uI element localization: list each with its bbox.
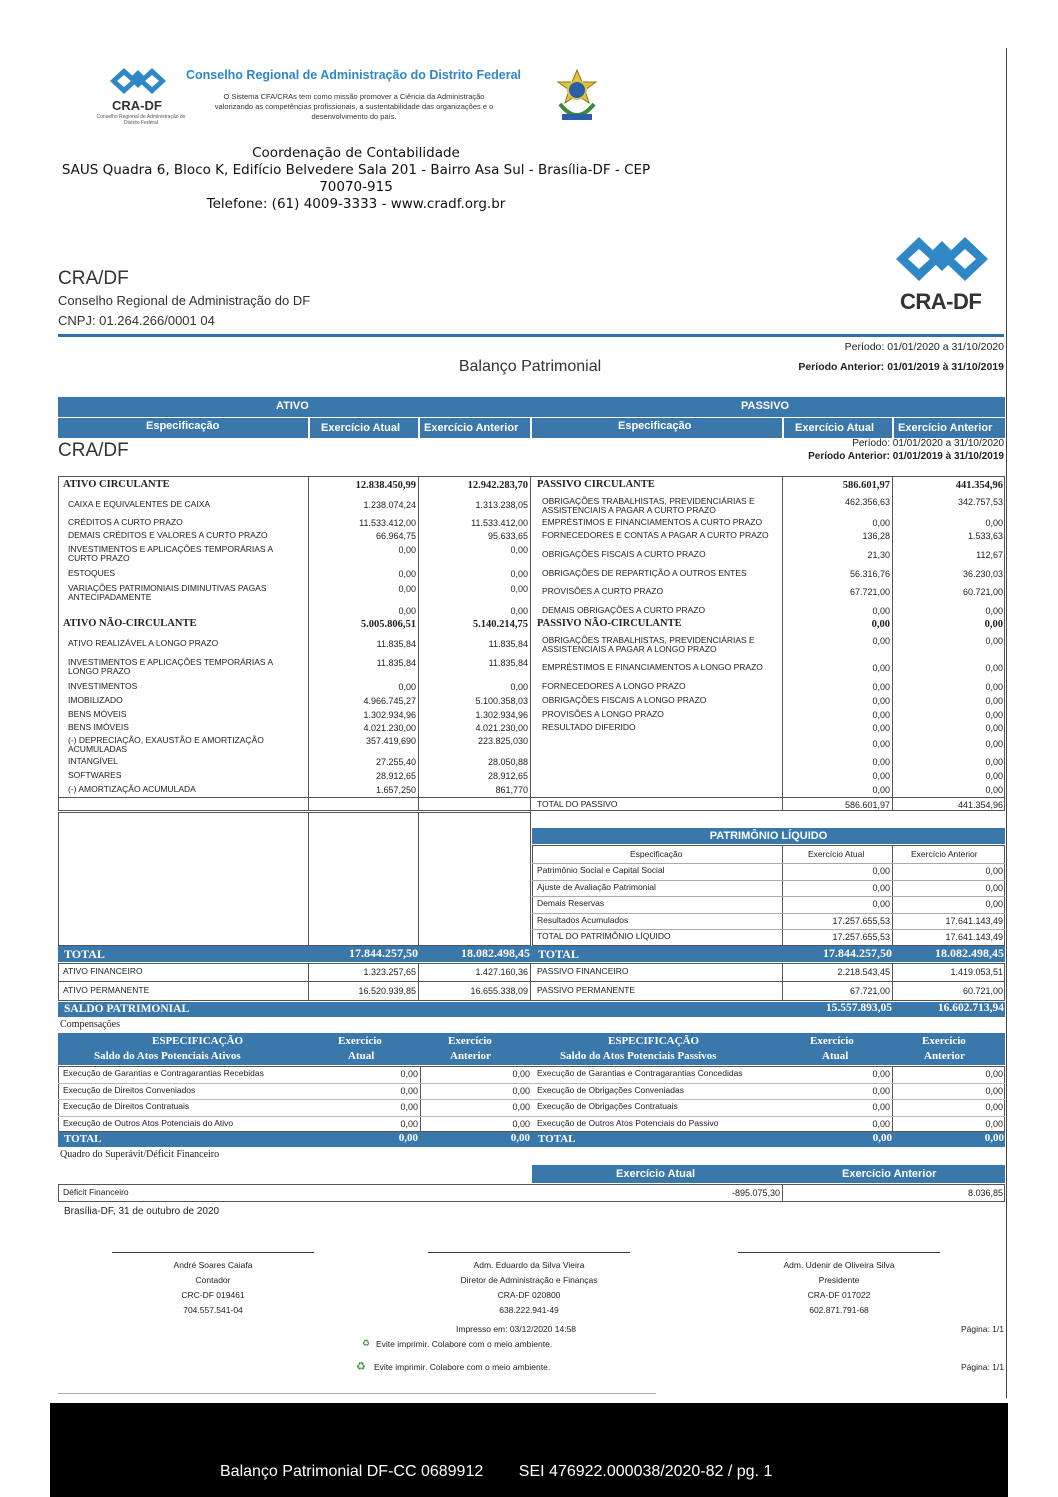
ativo-row-label: CRÉDITOS A CURTO PRAZO xyxy=(68,517,183,527)
passivo-row-anterior: 0,00 xyxy=(985,757,1003,767)
comp-total-pant: 0,00 xyxy=(984,1132,1004,1144)
fin-passivo-atual: 2.218.543,45 xyxy=(837,967,890,977)
signature-reg: CRA-DF 017022 xyxy=(807,1290,871,1300)
eco-note: Evite imprimir. Colabore com o meio ambiente. xyxy=(376,1339,553,1349)
ativo-row-atual: 4.021.230,00 xyxy=(363,723,416,733)
passivo-row-atual: 0,00 xyxy=(872,696,890,706)
ativo-row-anterior: 0,00 xyxy=(510,606,528,616)
eco-note-repeat: Evite imprimir. Colabore com o meio ambiente. xyxy=(374,1362,551,1372)
saldo-bar xyxy=(58,1002,1005,1017)
comp-passivo-atual: 0,00 xyxy=(872,1085,890,1096)
comp-ativos-label: Saldo do Atos Potenciais Ativos xyxy=(94,1050,241,1062)
comp-atual-p: Atual xyxy=(822,1050,849,1062)
pl-row-atual: 0,00 xyxy=(872,866,890,876)
col-header-anterior-a xyxy=(420,418,530,438)
ativo-row-label: ESTOQUES xyxy=(68,568,116,578)
passivo-row-anterior: 0,00 xyxy=(985,723,1003,733)
passivo-row-label: FORNECEDORES A LONGO PRAZO xyxy=(542,681,686,691)
ativo-row-atual: 0,00 xyxy=(398,545,416,555)
entity-short-repeat: CRA/DF xyxy=(58,440,129,461)
passivo-row-anterior: 36.230,03 xyxy=(962,569,1003,579)
fin-ativo-anterior: 16.655.338,09 xyxy=(470,986,528,996)
comp-passivo-atual: 0,00 xyxy=(872,1118,890,1129)
pl-anterior-header: Exercício Anterior xyxy=(911,849,978,859)
ativo-row-atual: 11.533.412,00 xyxy=(359,518,416,528)
grid-divider xyxy=(418,476,419,811)
passivo-row-anterior: 441.354,96 xyxy=(955,480,1003,491)
comp-ativo-anterior: 0,00 xyxy=(512,1102,530,1112)
pl-row-atual: 17.257.655,53 xyxy=(832,932,890,942)
prev-period: Período Anterior: 01/01/2019 à 31/10/2019 xyxy=(798,361,1004,373)
passivo-row-atual: 56.316,76 xyxy=(849,569,890,579)
comp-total-aant: 0,00 xyxy=(510,1132,530,1144)
signature-role: Contador xyxy=(195,1275,231,1285)
grid-divider xyxy=(58,981,1005,982)
grid-divider xyxy=(782,963,783,1001)
ativo-row-label: INVESTIMENTOS E APLICAÇÕES TEMPORÁRIAS A CURTO PRAZO xyxy=(68,544,273,563)
ativo-row-anterior: 12.942.283,70 xyxy=(467,480,528,491)
header-logo-text: CRA-DF xyxy=(112,98,162,113)
comp-passivo-atual: 0,00 xyxy=(872,1102,890,1112)
passivo-row-atual: 0,00 xyxy=(872,757,890,767)
ativo-row-atual: 11.835,84 xyxy=(376,639,416,649)
passivo-row-anterior: 0,00 xyxy=(984,619,1003,630)
signature-doc: 638.222.941-49 xyxy=(499,1305,559,1315)
passivo-row-label: OBRIGAÇÕES TRABALHISTAS, PREVIDENCIÁRIAS E ASSISTENCIAIS A PAGAR A LONGO PRAZO xyxy=(542,635,755,654)
comp-title: Compensações xyxy=(60,1019,120,1030)
passivo-row-label: OBRIGAÇÕES DE REPARTIÇÃO A OUTROS ENTES xyxy=(542,568,747,578)
fin-ativo-label: ATIVO PERMANENTE xyxy=(63,985,150,995)
ativo-row-atual: 0,00 xyxy=(398,606,416,616)
passivo-row-label: FORNECEDORES E CONTAS A PAGAR A CURTO PRAZO xyxy=(542,530,769,540)
comp-ativo-label: Execução de Direitos Contratuais xyxy=(63,1101,190,1111)
comp-passivo-label: Execução de Outros Atos Potenciais do Passivo xyxy=(537,1117,719,1128)
superavit-atual-header: Exercício Atual xyxy=(616,1168,696,1180)
pl-row-label: Resultados Acumulados xyxy=(537,914,629,925)
passivo-row-anterior: 1.533,63 xyxy=(967,531,1003,541)
passivo-row-label: OBRIGAÇÕES TRABALHISTAS, PREVIDENCIÁRIAS E ASSISTENCIAIS A PAGAR A CURTO PRAZO xyxy=(542,496,755,515)
superavit-anterior-header: Exercício Anterior xyxy=(842,1168,937,1180)
address-line-4: Telefone: (61) 4009-3333 - www.cradf.org.br xyxy=(206,196,506,212)
comp-spec-a: ESPECIFICAÇÃO xyxy=(152,1035,244,1047)
ativo-row-label: ATIVO REALIZÁVEL A LONGO PRAZO xyxy=(68,638,219,648)
total-ativo-atual: 17.844.257,50 xyxy=(349,946,418,960)
ativo-row-anterior: 28.050,88 xyxy=(487,757,528,767)
fin-passivo-anterior: 1.419.053,51 xyxy=(950,967,1003,977)
signature-block xyxy=(112,1258,314,1318)
col-header-atual-p xyxy=(784,418,892,438)
passivo-row-anterior: 0,00 xyxy=(985,739,1003,749)
pl-row-atual: 0,00 xyxy=(872,899,890,909)
ativo-row-label: ATIVO NÃO-CIRCULANTE xyxy=(63,618,197,629)
passivo-row-anterior: 0,00 xyxy=(985,710,1003,720)
ativo-row-atual: 0,00 xyxy=(398,682,416,692)
comp-ativo-anterior: 0,00 xyxy=(512,1085,530,1096)
header-mission: O Sistema CFA/CRAs tem como missão promover a Ciência da Administração valorizando as competências profissionais, a sustentabilidade das organizações e o desenvolvimento do país. xyxy=(214,92,494,121)
ativo-row-label: INTANGÍVEL xyxy=(68,756,118,766)
entity-cnpj: CNPJ: 01.264.266/0001 04 xyxy=(58,313,215,328)
ativo-row-anterior: 223.825,030 xyxy=(477,736,528,746)
passivo-row-label: OBRIGAÇÕES FISCAIS A CURTO PRAZO xyxy=(542,549,706,559)
saldo-label: SALDO PATRIMONIAL xyxy=(64,1003,190,1015)
col-atual-a-label: Exercício Atual xyxy=(321,422,401,434)
signature-name: Adm. Udenir de Oliveira Silva xyxy=(783,1260,895,1270)
signature-name: André Soares Caiafa xyxy=(173,1260,253,1270)
signature-line xyxy=(738,1252,940,1253)
pl-row-anterior: 0,00 xyxy=(985,899,1003,909)
passivo-row-atual: 0,00 xyxy=(872,785,890,795)
comp-passivo-label: Execução de Obrigações Contratuais xyxy=(537,1101,678,1111)
passivo-row-anterior: 0,00 xyxy=(985,785,1003,795)
comp-total-label-p: TOTAL xyxy=(538,1133,576,1145)
ativo-row-anterior: 1.313.238,05 xyxy=(475,500,528,510)
grid-divider xyxy=(892,476,893,811)
passivo-row-label: PROVISÕES A LONGO PRAZO xyxy=(542,709,664,719)
fin-passivo-label: PASSIVO PERMANENTE xyxy=(537,985,636,995)
ativo-row-label: ATIVO CIRCULANTE xyxy=(63,479,170,490)
comp-ativo-anterior: 0,00 xyxy=(512,1069,530,1079)
signature-reg: CRA-DF 020800 xyxy=(497,1290,561,1300)
ativo-row-atual: 28.912,65 xyxy=(375,771,416,781)
superavit-anterior: 8.036,85 xyxy=(967,1188,1003,1198)
superavit-label: Déficit Financeiro xyxy=(63,1187,129,1197)
comp-passivo-anterior: 0,00 xyxy=(985,1118,1003,1129)
fin-passivo-atual: 67.721,00 xyxy=(849,986,890,996)
passivo-row-atual: 67.721,00 xyxy=(849,587,890,597)
passivo-row-atual: 0,00 xyxy=(872,518,890,528)
comp-passivo-atual: 0,00 xyxy=(872,1069,890,1079)
passivo-row-label: PASSIVO CIRCULANTE xyxy=(537,479,655,490)
signature-doc: 704.557.541-04 xyxy=(183,1305,243,1315)
superavit-atual: -895.075,30 xyxy=(731,1188,780,1198)
footer-band xyxy=(50,1403,1008,1497)
comp-ativo-label: Execução de Outros Atos Potenciais do Ativo xyxy=(63,1117,234,1128)
comp-passivo-label: Execução de Obrigações Conveniadas xyxy=(537,1084,684,1095)
ativo-header: ATIVO xyxy=(276,400,309,412)
comp-ativo-anterior: 0,00 xyxy=(512,1118,530,1129)
ativo-row-atual: 27.255,40 xyxy=(375,757,416,767)
comp-ativo-atual: 0,00 xyxy=(400,1118,418,1129)
ativo-row-label: CAIXA E EQUIVALENTES DE CAIXA xyxy=(68,499,211,509)
total-passivo-anterior-bar: 18.082.498,45 xyxy=(935,946,1004,960)
ativo-row-atual: 4.966.745,27 xyxy=(363,696,416,706)
pl-atual-header: Exercício Atual xyxy=(808,849,865,859)
col-anterior-p-label: Exercício Anterior xyxy=(898,422,993,434)
signature-role: Diretor de Administração e Finanças xyxy=(460,1275,598,1285)
passivo-row-label: RESULTADO DIFERIDO xyxy=(542,722,636,732)
ativo-row-atual: 0,00 xyxy=(398,569,416,579)
ativo-row-atual: 12.838.450,99 xyxy=(355,480,416,491)
comp-anterior-p: Anterior xyxy=(924,1050,965,1062)
grid-divider xyxy=(308,963,309,1001)
passivo-row-label: DEMAIS OBRIGAÇÕES A CURTO PRAZO xyxy=(542,605,706,615)
grid-divider xyxy=(418,963,419,1001)
signature-doc: 602.871.791-68 xyxy=(809,1305,869,1315)
header-org-title: Conselho Regional de Administração do Distrito Federal xyxy=(186,68,522,82)
pl-row-divider xyxy=(532,896,1005,897)
ativo-row-atual: 1.302.934,96 xyxy=(363,710,416,720)
printed-at: Impresso em: 03/12/2020 14:58 xyxy=(456,1324,577,1334)
comp-total-patual: 0,00 xyxy=(872,1132,892,1144)
pl-row-label: Ajuste de Avaliação Patrimonial xyxy=(537,881,656,892)
passivo-row-atual: 0,00 xyxy=(872,771,890,781)
header-divider xyxy=(58,334,1004,337)
ativo-row-anterior: 95.633,65 xyxy=(487,531,528,541)
col-header-spec-a xyxy=(58,418,308,438)
passivo-row-anterior: 342.757,53 xyxy=(957,497,1003,507)
comp-ativo-atual: 0,00 xyxy=(400,1085,418,1096)
passivo-row-atual: 586.601,97 xyxy=(842,480,890,491)
total-passivo-atual-bar: 17.844.257,50 xyxy=(823,946,892,960)
passivo-row-anterior: 0,00 xyxy=(985,606,1003,616)
ativo-row-label: INVESTIMENTOS xyxy=(68,681,138,691)
entity-name: Conselho Regional de Administração do DF xyxy=(58,293,311,308)
superavit-header xyxy=(532,1165,1005,1183)
ativo-row-atual: 1.238.074,24 xyxy=(363,500,416,510)
comp-ex-a1: Exercício xyxy=(338,1035,382,1047)
pl-row-atual: 17.257.655,53 xyxy=(832,915,890,926)
ativo-row-label: INVESTIMENTOS E APLICAÇÕES TEMPORÁRIAS A LONGO PRAZO xyxy=(68,657,273,676)
passivo-row-anterior: 0,00 xyxy=(985,636,1003,646)
col-spec-a-label: Especificação xyxy=(146,420,220,432)
ativo-row-label: BENS MÓVEIS xyxy=(68,709,127,719)
pl-header: PATRIMÔNIO LÍQUIDO xyxy=(532,828,1005,844)
fin-ativo-anterior: 1.427.160,36 xyxy=(475,967,528,977)
total-ativo-anterior: 18.082.498,45 xyxy=(461,946,530,960)
passivo-row-label: OBRIGAÇÕES FISCAIS A LONGO PRAZO xyxy=(542,695,707,705)
page-number-repeat: Página: 1/1 xyxy=(960,1362,1004,1372)
total-bar xyxy=(58,946,1005,962)
grid-divider xyxy=(308,812,309,946)
ativo-row-label: SOFTWARES xyxy=(68,770,122,780)
ativo-row-anterior: 5.100.358,03 xyxy=(475,696,528,706)
ativo-passivo-header xyxy=(58,397,1005,417)
comp-ex-p1: Exercício xyxy=(810,1035,854,1047)
comp-ativo-label: Execução de Direitos Conveniados xyxy=(63,1084,196,1095)
grid-divider xyxy=(418,812,419,946)
big-logo-text: CRA-DF xyxy=(900,289,982,314)
fin-ativo-atual: 16.520.939,85 xyxy=(358,986,416,996)
passivo-row-atual: 0,00 xyxy=(872,723,890,733)
address-block xyxy=(50,145,662,213)
ativo-row-label: VARIAÇÕES PATRIMONIAIS DIMINUTIVAS PAGAS ANTECIPADAMENTE xyxy=(68,583,267,602)
passivo-header: PASSIVO xyxy=(741,400,790,412)
fin-passivo-anterior: 60.721,00 xyxy=(962,986,1003,996)
address-line-1: Coordenação de Contabilidade xyxy=(252,145,460,161)
passivo-row-anterior: 0,00 xyxy=(985,682,1003,692)
col-atual-p-label: Exercício Atual xyxy=(795,422,875,434)
comp-passivo-anterior: 0,00 xyxy=(985,1085,1003,1096)
address-line-3: 70070-915 xyxy=(319,179,393,195)
footer-rule xyxy=(58,1393,656,1394)
passivo-row-atual: 0,00 xyxy=(871,619,890,630)
pl-row-label: TOTAL DO PATRIMÔNIO LÍQUIDO xyxy=(537,931,671,941)
ativo-row-anterior: 0,00 xyxy=(510,584,528,594)
comp-passivo-anterior: 0,00 xyxy=(985,1102,1003,1112)
comp-atual-a: Atual xyxy=(348,1050,375,1062)
pl-row-anterior: 17.641.143,49 xyxy=(945,932,1003,942)
passivo-row-anterior: 0,00 xyxy=(985,771,1003,781)
period-repeat: Período: 01/01/2020 a 31/10/2020 xyxy=(852,438,1004,449)
ativo-row-anterior: 861,770 xyxy=(495,785,528,795)
col-spec-p-label: Especificação xyxy=(618,420,692,432)
grid-divider xyxy=(530,963,531,1001)
passivo-row-label: EMPRÉSTIMOS E FINANCIAMENTOS A CURTO PRAZO xyxy=(542,517,763,527)
ativo-row-atual: 357.419,690 xyxy=(365,736,416,746)
col-anterior-a-label: Exercício Anterior xyxy=(424,422,519,434)
grid-divider xyxy=(782,1184,783,1202)
ativo-row-label: DEMAIS CRÉDITOS E VALORES A CURTO PRAZO xyxy=(68,530,268,540)
ativo-row-atual: 0,00 xyxy=(398,584,416,594)
grid-divider xyxy=(308,476,309,811)
comp-ex-a2: Exercício xyxy=(448,1035,492,1047)
passivo-row-atual: 0,00 xyxy=(872,663,890,673)
ativo-row-anterior: 4.021.230,00 xyxy=(475,723,528,733)
ativo-row-anterior: 11.835,84 xyxy=(488,639,528,649)
prev-period-repeat: Período Anterior: 01/01/2019 à 31/10/2019 xyxy=(808,451,1004,462)
pl-row-label: Patrimônio Social e Capital Social xyxy=(537,865,665,875)
passivo-row-atual: 0,00 xyxy=(872,739,890,749)
cra-df-big-logo-icon xyxy=(896,237,988,285)
signature-name: Adm. Eduardo da Silva Vieira xyxy=(473,1260,585,1270)
saldo-anterior: 16.602.713,94 xyxy=(937,1002,1004,1014)
passivo-row-atual: 21,30 xyxy=(867,550,890,560)
comp-total-aatual: 0,00 xyxy=(398,1132,418,1144)
ativo-row-anterior: 1.302.934,96 xyxy=(475,710,528,720)
fin-ativo-label: ATIVO FINANCEIRO xyxy=(63,966,143,976)
footer-text: Balanço Patrimonial DF-CC 0689912 SEI 476922.000038/2020-82 / pg. 1 xyxy=(220,1463,773,1480)
passivo-row-anterior: 112,67 xyxy=(976,550,1003,560)
comp-passivo-label: Execução de Garantias e Contragarantias Concedidas xyxy=(537,1068,743,1078)
report-title: Balanço Patrimonial xyxy=(458,358,602,375)
ativo-row-anterior: 0,00 xyxy=(510,682,528,692)
pl-row-atual: 0,00 xyxy=(872,882,890,893)
signature-role: Presidente xyxy=(818,1275,860,1285)
period: Período: 01/01/2020 a 31/10/2020 xyxy=(844,341,1004,353)
pl-row-divider xyxy=(532,913,1005,914)
comp-row-divider xyxy=(58,1116,1005,1117)
comp-passivos-label: Saldo do Atos Potenciais Passivos xyxy=(560,1050,717,1062)
comp-anterior-a: Anterior xyxy=(450,1050,491,1062)
col-header-atual-a xyxy=(310,418,418,438)
passivo-row-atual: 462.356,63 xyxy=(844,497,890,507)
total-label-p: TOTAL xyxy=(538,947,579,961)
superavit-title: Quadro do Superávit/Déficit Financeiro xyxy=(60,1149,220,1160)
address-line-2: SAUS Quadra 6, Bloco K, Edifício Belvedere Sala 201 - Bairro Asa Sul - Brasília-DF - CEP xyxy=(61,162,651,178)
pl-row-divider xyxy=(532,863,1005,864)
signature-block xyxy=(738,1258,940,1318)
ativo-row-label: IMOBILIZADO xyxy=(68,695,123,705)
comp-passivo-anterior: 0,00 xyxy=(985,1069,1003,1079)
total-passivo-label: TOTAL DO PASSIVO xyxy=(537,799,618,809)
passivo-row-label: PROVISÕES A CURTO PRAZO xyxy=(542,586,664,596)
comp-ativo-label: Execução de Garantias e Contragarantias Recebidas xyxy=(63,1068,264,1078)
ativo-row-label: BENS IMÓVEIS xyxy=(68,722,129,732)
recycle-icon: ♻ xyxy=(356,1361,366,1373)
ativo-row-anterior: 0,00 xyxy=(510,545,528,555)
passivo-row-atual: 136,28 xyxy=(862,531,890,541)
pl-row-anterior: 0,00 xyxy=(985,866,1003,876)
ativo-row-anterior: 11.835,84 xyxy=(488,658,528,668)
comp-total-label-a: TOTAL xyxy=(64,1133,102,1145)
grid-divider xyxy=(782,476,783,811)
pl-row-anterior: 0,00 xyxy=(985,882,1003,893)
brazil-coat-of-arms-icon xyxy=(552,68,602,128)
col-header-anterior-p xyxy=(894,418,1005,438)
comp-spec-p: ESPECIFICAÇÃO xyxy=(608,1035,700,1047)
ativo-row-atual: 11.835,84 xyxy=(376,658,416,668)
passivo-row-label: EMPRÉSTIMOS E FINANCIAMENTOS A LONGO PRAZO xyxy=(542,662,763,672)
ativo-row-atual: 5.005.806,51 xyxy=(360,619,416,630)
pl-row-divider xyxy=(532,880,1005,881)
signature-block xyxy=(428,1258,630,1318)
ativo-row-anterior: 5.140.214,75 xyxy=(472,619,528,630)
cra-df-logo-icon xyxy=(110,68,166,98)
comp-ativo-atual: 0,00 xyxy=(400,1102,418,1112)
ativo-row-atual: 1.657,250 xyxy=(375,785,416,795)
fin-passivo-label: PASSIVO FINANCEIRO xyxy=(537,966,629,976)
comp-row-divider xyxy=(58,1099,1005,1100)
date-place: Brasília-DF, 31 de outubro de 2020 xyxy=(64,1206,220,1217)
ativo-row-label: (-) DEPRECIAÇÃO, EXAUSTÃO E AMORTIZAÇÃO ACUMULADAS xyxy=(68,735,264,754)
comp-row-divider xyxy=(58,1083,1005,1084)
passivo-row-label: PASSIVO NÃO-CIRCULANTE xyxy=(537,618,682,629)
passivo-row-atual: 0,00 xyxy=(872,682,890,692)
col-header-spec-p xyxy=(532,418,782,438)
comp-ativo-atual: 0,00 xyxy=(400,1069,418,1079)
ativo-row-label: (-) AMORTIZAÇÃO ACUMULADA xyxy=(68,784,196,794)
passivo-row-anterior: 0,00 xyxy=(985,663,1003,673)
fin-ativo-atual: 1.323.257,65 xyxy=(363,967,416,977)
grid-divider xyxy=(892,963,893,1001)
ativo-row-anterior: 11.533.412,00 xyxy=(471,518,528,528)
passivo-row-anterior: 60.721,00 xyxy=(962,587,1003,597)
comp-total-bar xyxy=(58,1132,1005,1147)
ativo-blank-area xyxy=(58,812,531,946)
total-passivo-atual: 586.601,97 xyxy=(844,800,890,810)
pl-row-anterior: 17.641.143,49 xyxy=(945,915,1003,926)
passivo-row-atual: 0,00 xyxy=(872,710,890,720)
pl-row-label: Demais Reservas xyxy=(537,898,605,908)
ativo-row-atual: 66.964,75 xyxy=(375,531,416,541)
signature-line xyxy=(428,1252,630,1253)
passivo-row-anterior: 0,00 xyxy=(985,696,1003,706)
recycle-icon: ♻ xyxy=(362,1338,371,1348)
page-right-rule xyxy=(1006,48,1007,1398)
comp-ex-p2: Exercício xyxy=(922,1035,966,1047)
entity-short-name: CRA/DF xyxy=(58,268,129,289)
total-passivo-anterior: 441.354,96 xyxy=(957,800,1003,810)
header-logo-subtext: Conselho Regional de Administração do Distrito Federal xyxy=(96,114,186,126)
saldo-atual: 15.557.893,05 xyxy=(825,1002,892,1014)
ativo-row-anterior: 28.912,65 xyxy=(487,771,528,781)
page-number: Página: 1/1 xyxy=(960,1324,1004,1334)
total-label: TOTAL xyxy=(64,947,105,961)
grid-divider xyxy=(58,797,1005,798)
signature-line xyxy=(112,1252,314,1253)
pl-spec-header: Especificação xyxy=(630,849,683,859)
signature-reg: CRC-DF 019461 xyxy=(181,1290,245,1300)
pl-row-divider xyxy=(532,929,1005,930)
passivo-row-atual: 0,00 xyxy=(872,636,890,646)
passivo-row-anterior: 0,00 xyxy=(985,518,1003,528)
comp-header xyxy=(58,1033,1005,1065)
passivo-row-atual: 0,00 xyxy=(872,606,890,616)
ativo-row-anterior: 0,00 xyxy=(510,569,528,579)
